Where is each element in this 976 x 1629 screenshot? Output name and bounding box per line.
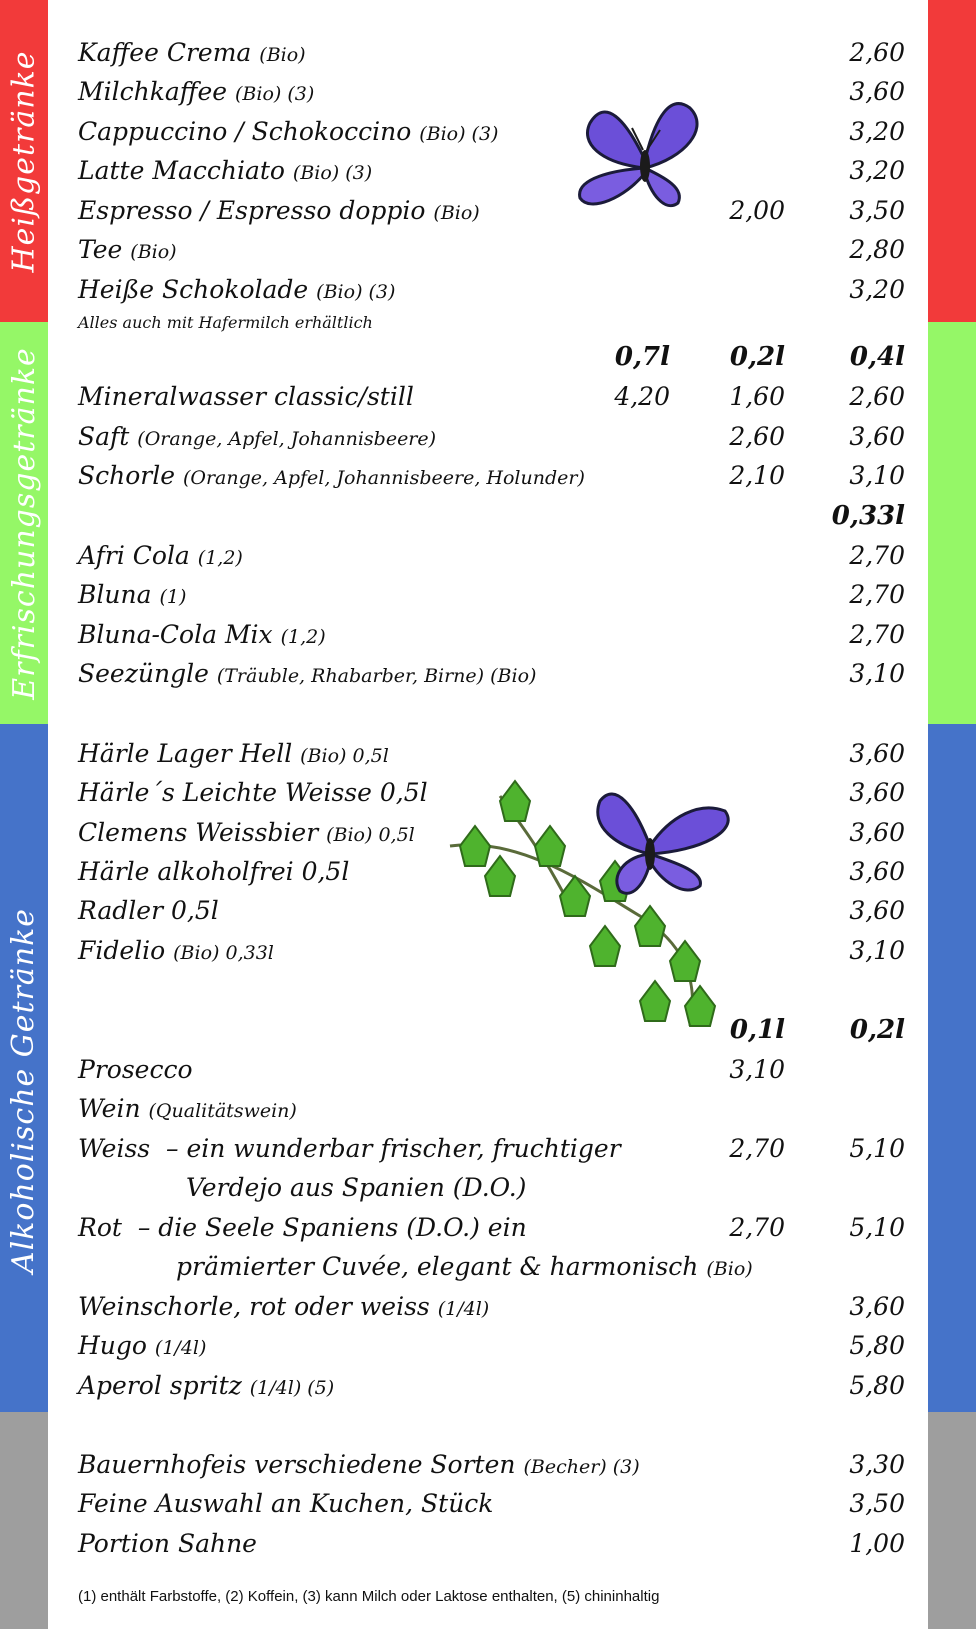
price-weiss-01l: 2,70 (729, 1134, 785, 1163)
size-header-02l: 0,2l (729, 342, 785, 372)
menu-item-bauernhofeis: Bauernhofeis verschiedene Sorten (Becher) (3) (78, 1450, 640, 1479)
menu-item-mineralwasser: Mineralwasser classic/still (78, 382, 414, 411)
price-mineralwasser-04l: 2,60 (849, 382, 905, 411)
menu-item-milchkaffee: Milchkaffee (Bio) (3) (78, 77, 315, 106)
price-haerle-weisse: 3,60 (849, 778, 905, 807)
price-aperol-spritz: 5,80 (849, 1371, 905, 1400)
price-espresso-single: 2,00 (729, 196, 785, 225)
butterfly-illustration (570, 88, 720, 218)
menu-item-bluna-cola-mix: Bluna-Cola Mix (1,2) (78, 620, 326, 649)
band-cold-right (928, 322, 976, 724)
price-kaffee-crema: 2,60 (849, 38, 905, 67)
price-clemens-weissbier: 3,60 (849, 818, 905, 847)
menu-item-weinschorle: Weinschorle, rot oder weiss (1/4l) (78, 1292, 490, 1321)
menu-item-haerle-lager: Härle Lager Hell (Bio) 0,5l (78, 739, 389, 768)
size-header-01l: 0,1l (729, 1015, 785, 1045)
price-mineralwasser-07l: 4,20 (614, 382, 670, 411)
weiss-description: Verdejo aus Spanien (D.O.) (186, 1173, 527, 1202)
allergen-footnote: (1) enthält Farbstoffe, (2) Koffein, (3) kann Milch oder Laktose enthalten, (5) chininhaltig (78, 1588, 660, 1605)
menu-item-cappuccino: Cappuccino / Schokoccino (Bio) (3) (78, 117, 499, 146)
menu-item-wein: Wein (Qualitätswein) (78, 1094, 297, 1123)
price-haerle-lager: 3,60 (849, 739, 905, 768)
menu-item-afri-cola: Afri Cola (1,2) (78, 541, 243, 570)
price-haerle-alkoholfrei: 3,60 (849, 857, 905, 886)
price-bluna: 2,70 (849, 580, 905, 609)
rot-description: prämierter Cuvée, elegant & harmonisch (Bio) (176, 1252, 753, 1281)
price-saft-02l: 2,60 (729, 422, 785, 451)
size-header-04l: 0,4l (849, 342, 905, 372)
price-hugo: 5,80 (849, 1331, 905, 1360)
band-alcohol-right (928, 724, 976, 1412)
price-radler: 3,60 (849, 896, 905, 925)
hafermilch-note: Alles auch mit Hafermilch erhältlich (78, 313, 373, 332)
price-tee: 2,80 (849, 235, 905, 264)
price-fidelio: 3,10 (849, 936, 905, 965)
menu-item-tee: Tee (Bio) (78, 235, 177, 264)
price-seezuengle: 3,10 (849, 659, 905, 688)
band-dessert-left (0, 1412, 48, 1629)
menu-item-heisse-schokolade: Heiße Schokolade (Bio) (3) (78, 275, 396, 304)
band-dessert-right (928, 1412, 976, 1629)
menu-item-seezuengle: Seezüngle (Träuble, Rhabarber, Birne) (Bio) (78, 659, 537, 688)
price-bauernhofeis: 3,30 (849, 1450, 905, 1479)
menu-item-hugo: Hugo (1/4l) (78, 1331, 207, 1360)
menu-item-espresso: Espresso / Espresso doppio (Bio) (78, 196, 480, 225)
price-espresso-doppio: 3,50 (849, 196, 905, 225)
band-hot-right (928, 0, 976, 322)
price-weiss-02l: 5,10 (849, 1134, 905, 1163)
price-schorle-02l: 2,10 (729, 461, 785, 490)
size-header-07l: 0,7l (614, 342, 670, 372)
menu-item-kuchen: Feine Auswahl an Kuchen, Stück (78, 1489, 494, 1518)
menu-item-saft: Saft (Orange, Apfel, Johannisbeere) (78, 422, 437, 451)
menu-item-schorle: Schorle (Orange, Apfel, Johannisbeere, Holunder) (78, 461, 585, 490)
section-label-hot: Heißgetränke (6, 49, 42, 273)
menu-item-haerle-alkoholfrei: Härle alkoholfrei 0,5l (78, 857, 350, 886)
size-header-02l-wine: 0,2l (849, 1015, 905, 1045)
menu-item-bluna: Bluna (1) (78, 580, 187, 609)
menu-item-clemens-weissbier: Clemens Weissbier (Bio) 0,5l (78, 818, 415, 847)
menu-item-haerle-weisse: Härle´s Leichte Weisse 0,5l (78, 778, 428, 807)
size-header-033l: 0,33l (831, 501, 905, 531)
section-label-alcohol: Alkoholische Getränke (6, 907, 42, 1273)
price-mineralwasser-02l: 1,60 (729, 382, 785, 411)
menu-item-latte-macchiato: Latte Macchiato (Bio) (3) (78, 156, 373, 185)
menu-item-fidelio: Fidelio (Bio) 0,33l (78, 936, 274, 965)
menu-item-weiss: Weiss – ein wunderbar frischer, fruchtiger (78, 1134, 621, 1163)
price-cappuccino: 3,20 (849, 117, 905, 146)
menu-item-rot: Rot – die Seele Spaniens (D.O.) ein (78, 1213, 527, 1242)
menu-item-radler: Radler 0,5l (78, 896, 219, 925)
price-sahne: 1,00 (849, 1529, 905, 1558)
price-schorle-04l: 3,10 (849, 461, 905, 490)
menu-item-kaffee-crema: Kaffee Crema (Bio) (78, 38, 306, 67)
menu-item-prosecco: Prosecco (78, 1055, 193, 1084)
price-afri-cola: 2,70 (849, 541, 905, 570)
menu-item-aperol-spritz: Aperol spritz (1/4l) (5) (78, 1371, 335, 1400)
price-rot-01l: 2,70 (729, 1213, 785, 1242)
price-latte-macchiato: 3,20 (849, 156, 905, 185)
price-bluna-cola-mix: 2,70 (849, 620, 905, 649)
section-label-cold: Erfrischungsgetränke (6, 346, 42, 700)
menu-item-sahne: Portion Sahne (78, 1529, 257, 1558)
price-heisse-schokolade: 3,20 (849, 275, 905, 304)
price-weinschorle: 3,60 (849, 1292, 905, 1321)
price-milchkaffee: 3,60 (849, 77, 905, 106)
price-prosecco-01l: 3,10 (729, 1055, 785, 1084)
price-kuchen: 3,50 (849, 1489, 905, 1518)
price-rot-02l: 5,10 (849, 1213, 905, 1242)
ivy-butterfly-illustration (440, 776, 760, 1046)
price-saft-04l: 3,60 (849, 422, 905, 451)
